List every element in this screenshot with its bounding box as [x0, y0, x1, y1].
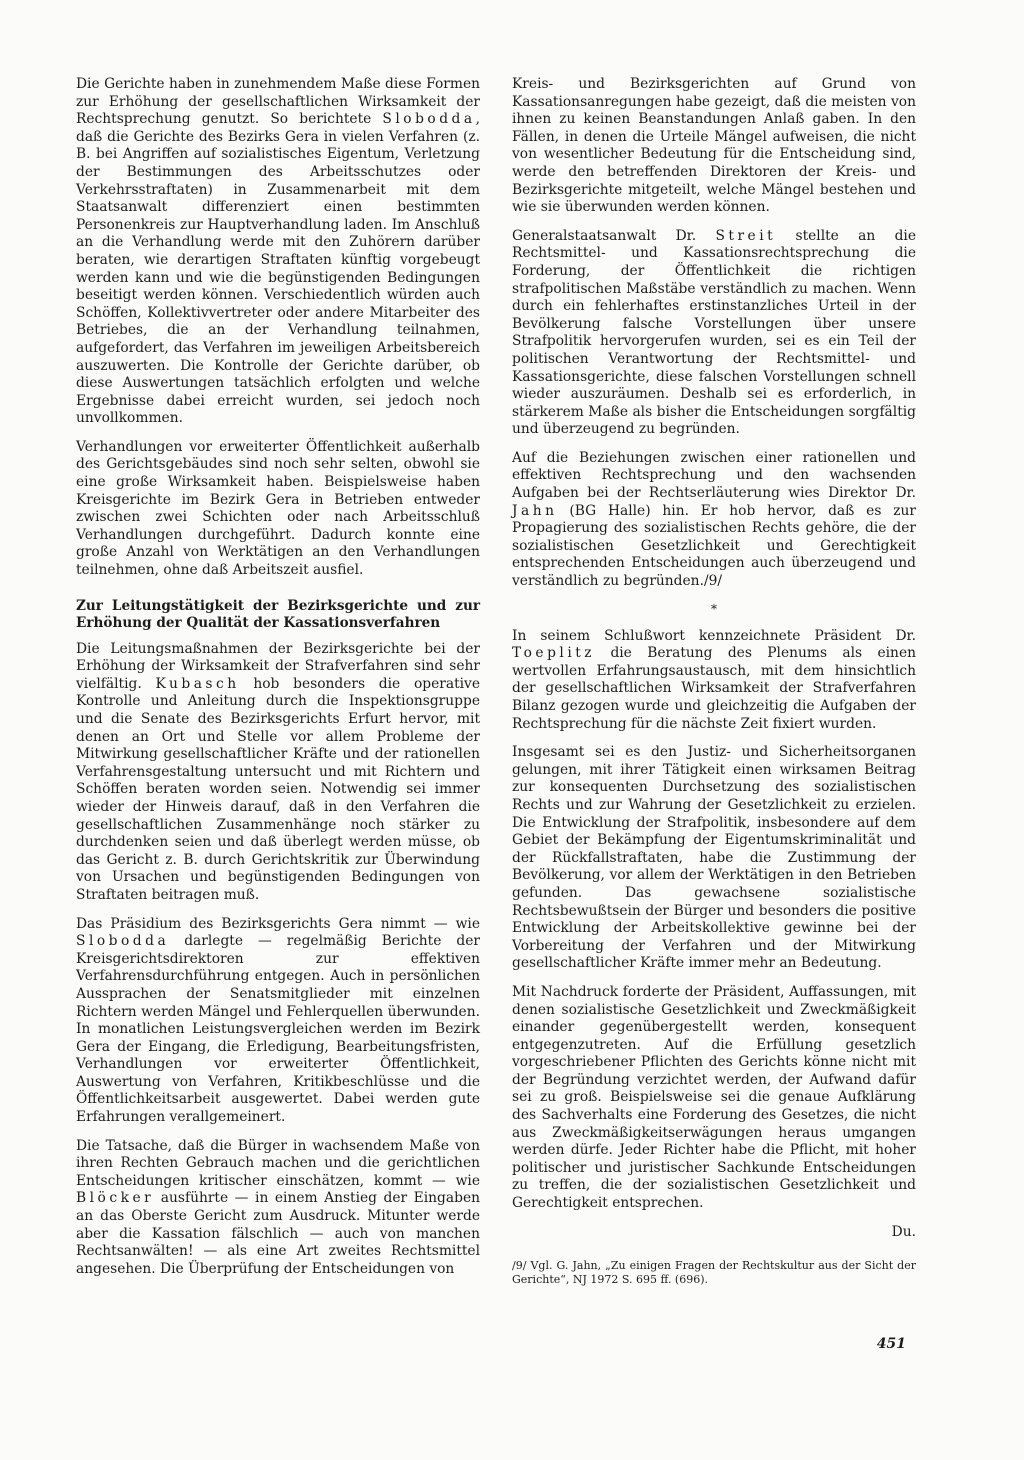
footnote: /9/ Vgl. G. Jahn, „Zu einigen Fragen der Rechtskultur aus der Sicht der Gerichte“, NJ 1972 S. 695 ff. (696).: [512, 1259, 916, 1287]
paragraph: Mit Nachdruck forderte der Präsident, Auffassungen, mit denen sozialistische Gesetzlichkeit und Zweckmäßigkeit einander gegenübergestellt werden, konsequent entgegenzutreten. Auf die Erfüllung gesetzlich vorgeschriebener Pflichten des Gerichts könne nicht mit der Begründung verzichtet werden, der Aufwand dafür sei zu groß. Beispielsweise sei die genaue Aufklärung des Sachverhalts eine Forderung des Gesetzes, die nicht aus Zweckmäßigkeitserwägungen heraus umgangen werden dürfe. Jeder Richter habe die Pflicht, mit hoher politischer und juristischer Sachkunde Entscheidungen zu treffen, die der sozialistischen Gesetzlichkeit und Gerechtigkeit entsprechen.: [512, 983, 916, 1212]
right-column: [512, 76, 916, 1287]
paragraph: Generalstaatsanwalt Dr. Streit stellte an die Rechtsmittel- und Kassationsrechtsprechung die Forderung, der Öffentlichkeit die richtigen strafpolitischen Maßstäbe verständlich zu machen. Wenn durch ein fehlerhaftes erstinstanzliches Urteil in der Bevölkerung falsche Vorstellungen über unsere Strafpolitik hervorgerufen wurden, sei es ein Teil der politischen Verantwortung der Rechtsmittel- und Kassationsgerichte, diese falschen Vorstellungen schnell wieder auszuräumen. Deshalb sei es erforderlich, in stärkerem Maße als bisher die Entscheidungen sorgfältig und überzeugend zu begründen.: [512, 227, 916, 438]
page-number: 451: [876, 1336, 906, 1352]
person-name: Slobodda: [76, 933, 170, 950]
paragraph: In seinem Schlußwort kennzeichnete Präsident Dr. Toeplitz die Beratung des Plenums als einen wertvollen Erfahrungsaustausch, mit dem hinsichtlich der gesellschaftlichen Wirksamkeit der Strafverfahren Bilanz gezogen wurde und gleichzeitig die Aufgaben der Rechtsprechung für die nächste Zeit fixiert wurden.: [512, 627, 916, 732]
person-name: Slobodda: [382, 111, 476, 128]
person-name: Jahn: [512, 502, 558, 519]
paragraph: Die Leitungsmaßnahmen der Bezirksgerichte bei der Erhöhung der Wirksamkeit der Strafverfahren sind sehr vielfältig. Kubasch hob besonders die operative Kontrolle und Anleitung durch die Inspektionsgruppe und die Senate des Bezirksgerichts Erfurt hervor, mit denen an Ort und Stelle vor allem Probleme der Mitwirkung gesellschaftlicher Kräfte und der rationellen Verfahrensgestaltung untersucht und mit Richtern und Schöffen beraten worden seien. Notwendig sei immer wieder der Hinweis darauf, daß in den Verfahren die gesellschaftlichen Zusammenhänge noch stärker zu durchdenken seien und daß überlegt werden müsse, ob das Gericht z. B. durch Gerichtskritik zur Überwindung von Ursachen und begünstigenden Bedingungen von Straftaten beitragen muß.: [76, 640, 481, 903]
paragraph: Auf die Beziehungen zwischen einer rationellen und effektiven Rechtsprechung und den wachsenden Aufgaben bei der Rechtserläuterung wies Direktor Dr. Jahn (BG Halle) hin. Er hob hervor, daß es zur Propagierung des sozialistischen Rechts gehöre, die der sozialistischen Gesetzlichkeit und Gerechtigkeit entsprechenden Entscheidungen auch überzeugend und verständlich zu begründen./9/: [512, 449, 916, 590]
person-name: Blöcker: [76, 1190, 155, 1207]
section-separator: *: [711, 601, 717, 616]
paragraph: Insgesamt sei es den Justiz- und Sicherheitsorganen gelungen, mit ihrer Tätigkeit einen wirksamen Beitrag zur konsequenten Durchsetzung des sozialistischen Rechts und zur Wahrung der Gesetzlichkeit zu erzielen. Die Entwicklung der Strafpolitik, insbesondere auf dem Gebiet der Bekämpfung der Eigentumskriminalität und der Rückfallstraftaten, habe die Zustimmung der Bevölkerung, vor allem der Werktätigen in den Betrieben gefunden. Das gewachsene sozialistische Rechtsbewußtsein der Bürger und besonders die positive Entwicklung der Arbeitskollektive gewinne bei der Vorbereitung der Verfahren und der Mitwirkung gesellschaftlicher Kräfte immer mehr an Bedeutung.: [512, 744, 916, 972]
section-heading: Zur Leitungstätigkeit der Bezirksgerichte und zur Erhöhung der Qualität der Kassationsverfahren: [76, 597, 480, 631]
paragraph: Die Tatsache, daß die Bürger in wachsendem Maße von ihren Rechten Gebrauch machen und die gerichtlichen Entscheidungen kritischer einschätzen, kommt — wie Blöcker ausführte — in einem Anstieg der Eingaben an das Oberste Gericht zum Ausdruck. Mitunter werde aber die Kassation fälschlich — auch von manchen Rechtsanwälten! — als eine Art zweites Rechtsmittel angesehen. Die Überprüfung der Entscheidungen von: [76, 1137, 480, 1277]
person-name: Streit: [715, 227, 777, 244]
paragraph: Kreis- und Bezirksgerichten auf Grund von Kassationsanregungen habe gezeigt, daß die meisten von ihnen zu keinen Beanstandungen Anlaß gaben. In den Fällen, in denen die Urteile Mängel aufweisen, die nicht von wesentlicher Bedeutung für die Entscheidung sind, werde den betreffenden Direktoren der Kreis- und Bezirksgerichte mitgeteilt, welche Mängel bestehen und wie sie überwunden werden können.: [512, 76, 916, 216]
paragraph: Verhandlungen vor erweiterter Öffentlichkeit außerhalb des Gerichtsgebäudes sind noch sehr selten, obwohl sie eine große Wirksamkeit haben. Beispielsweise haben Kreisgerichte im Bezirk Gera in Betrieben entweder zwischen zwei Schichten oder nach Arbeitsschluß Verhandlungen durchgeführt. Dadurch konnte eine große Anzahl von Werktätigen an den Verhandlungen teilnehmen, ohne daß Arbeitszeit ausfiel.: [76, 438, 480, 579]
page: [76, 76, 956, 1376]
paragraph: Die Gerichte haben in zunehmendem Maße diese Formen zur Erhöhung der gesellschaftlichen Wirksamkeit der Rechtsprechung genutzt. So berichtete Slobodda, daß die Gerichte des Bezirks Gera in vielen Verfahren (z. B. bei Angriffen auf sozialistisches Eigentum, Verletzung der Bestimmungen des Arbeitsschutzes oder Verkehrsstraftaten) in Zusammenarbeit mit dem Staatsanwalt differenziert einen bestimmten Personenkreis zur Hauptverhandlung laden. Im Anschluß an die Verhandlung werde mit den Zuhörern darüber beraten, wie derartigen Straftaten künftig vorgebeugt werden kann und wie die begünstigenden Bedingungen beseitigt werden können. Verschiedentlich würden auch Schöffen, Kollektivvertreter oder andere Mitarbeiter des Betriebes, die an der Verhandlung teilnahmen, aufgefordert, das Verfahren im jeweiligen Arbeitsbereich auszuwerten. Die Kontrolle der Gerichte darüber, ob diese Auswertungen tatsächlich erfolgten und welche Ergebnisse dabei erreicht wurden, sei jedoch noch unvollkommen.: [76, 76, 480, 427]
person-name: Toeplitz: [512, 645, 596, 662]
author-signature: Du.: [891, 1223, 916, 1240]
left-column: [76, 76, 480, 1289]
person-name: Kubasch: [155, 675, 240, 692]
paragraph: Das Präsidium des Bezirksgerichts Gera nimmt — wie Slobodda darlegte — regelmäßig Berichte der Kreisgerichtsdirektoren zur effektiven Verfahrensdurchführung entgegen. Auch in persönlichen Aussprachen der Senatsmitglieder mit einzelnen Richtern werden Mängel und Fehlerquellen überwunden. In monatlichen Leistungsvergleichen werden im Bezirk Gera der Eingang, die Erledigung, Bearbeitungsfristen, Verhandlungen vor erweiterter Öffentlichkeit, Auswertung von Verfahren, Kritikbeschlüsse und die Öffentlichkeitsarbeit ausgewertet. Dabei werden gute Erfahrungen verallgemeinert.: [76, 915, 480, 1126]
